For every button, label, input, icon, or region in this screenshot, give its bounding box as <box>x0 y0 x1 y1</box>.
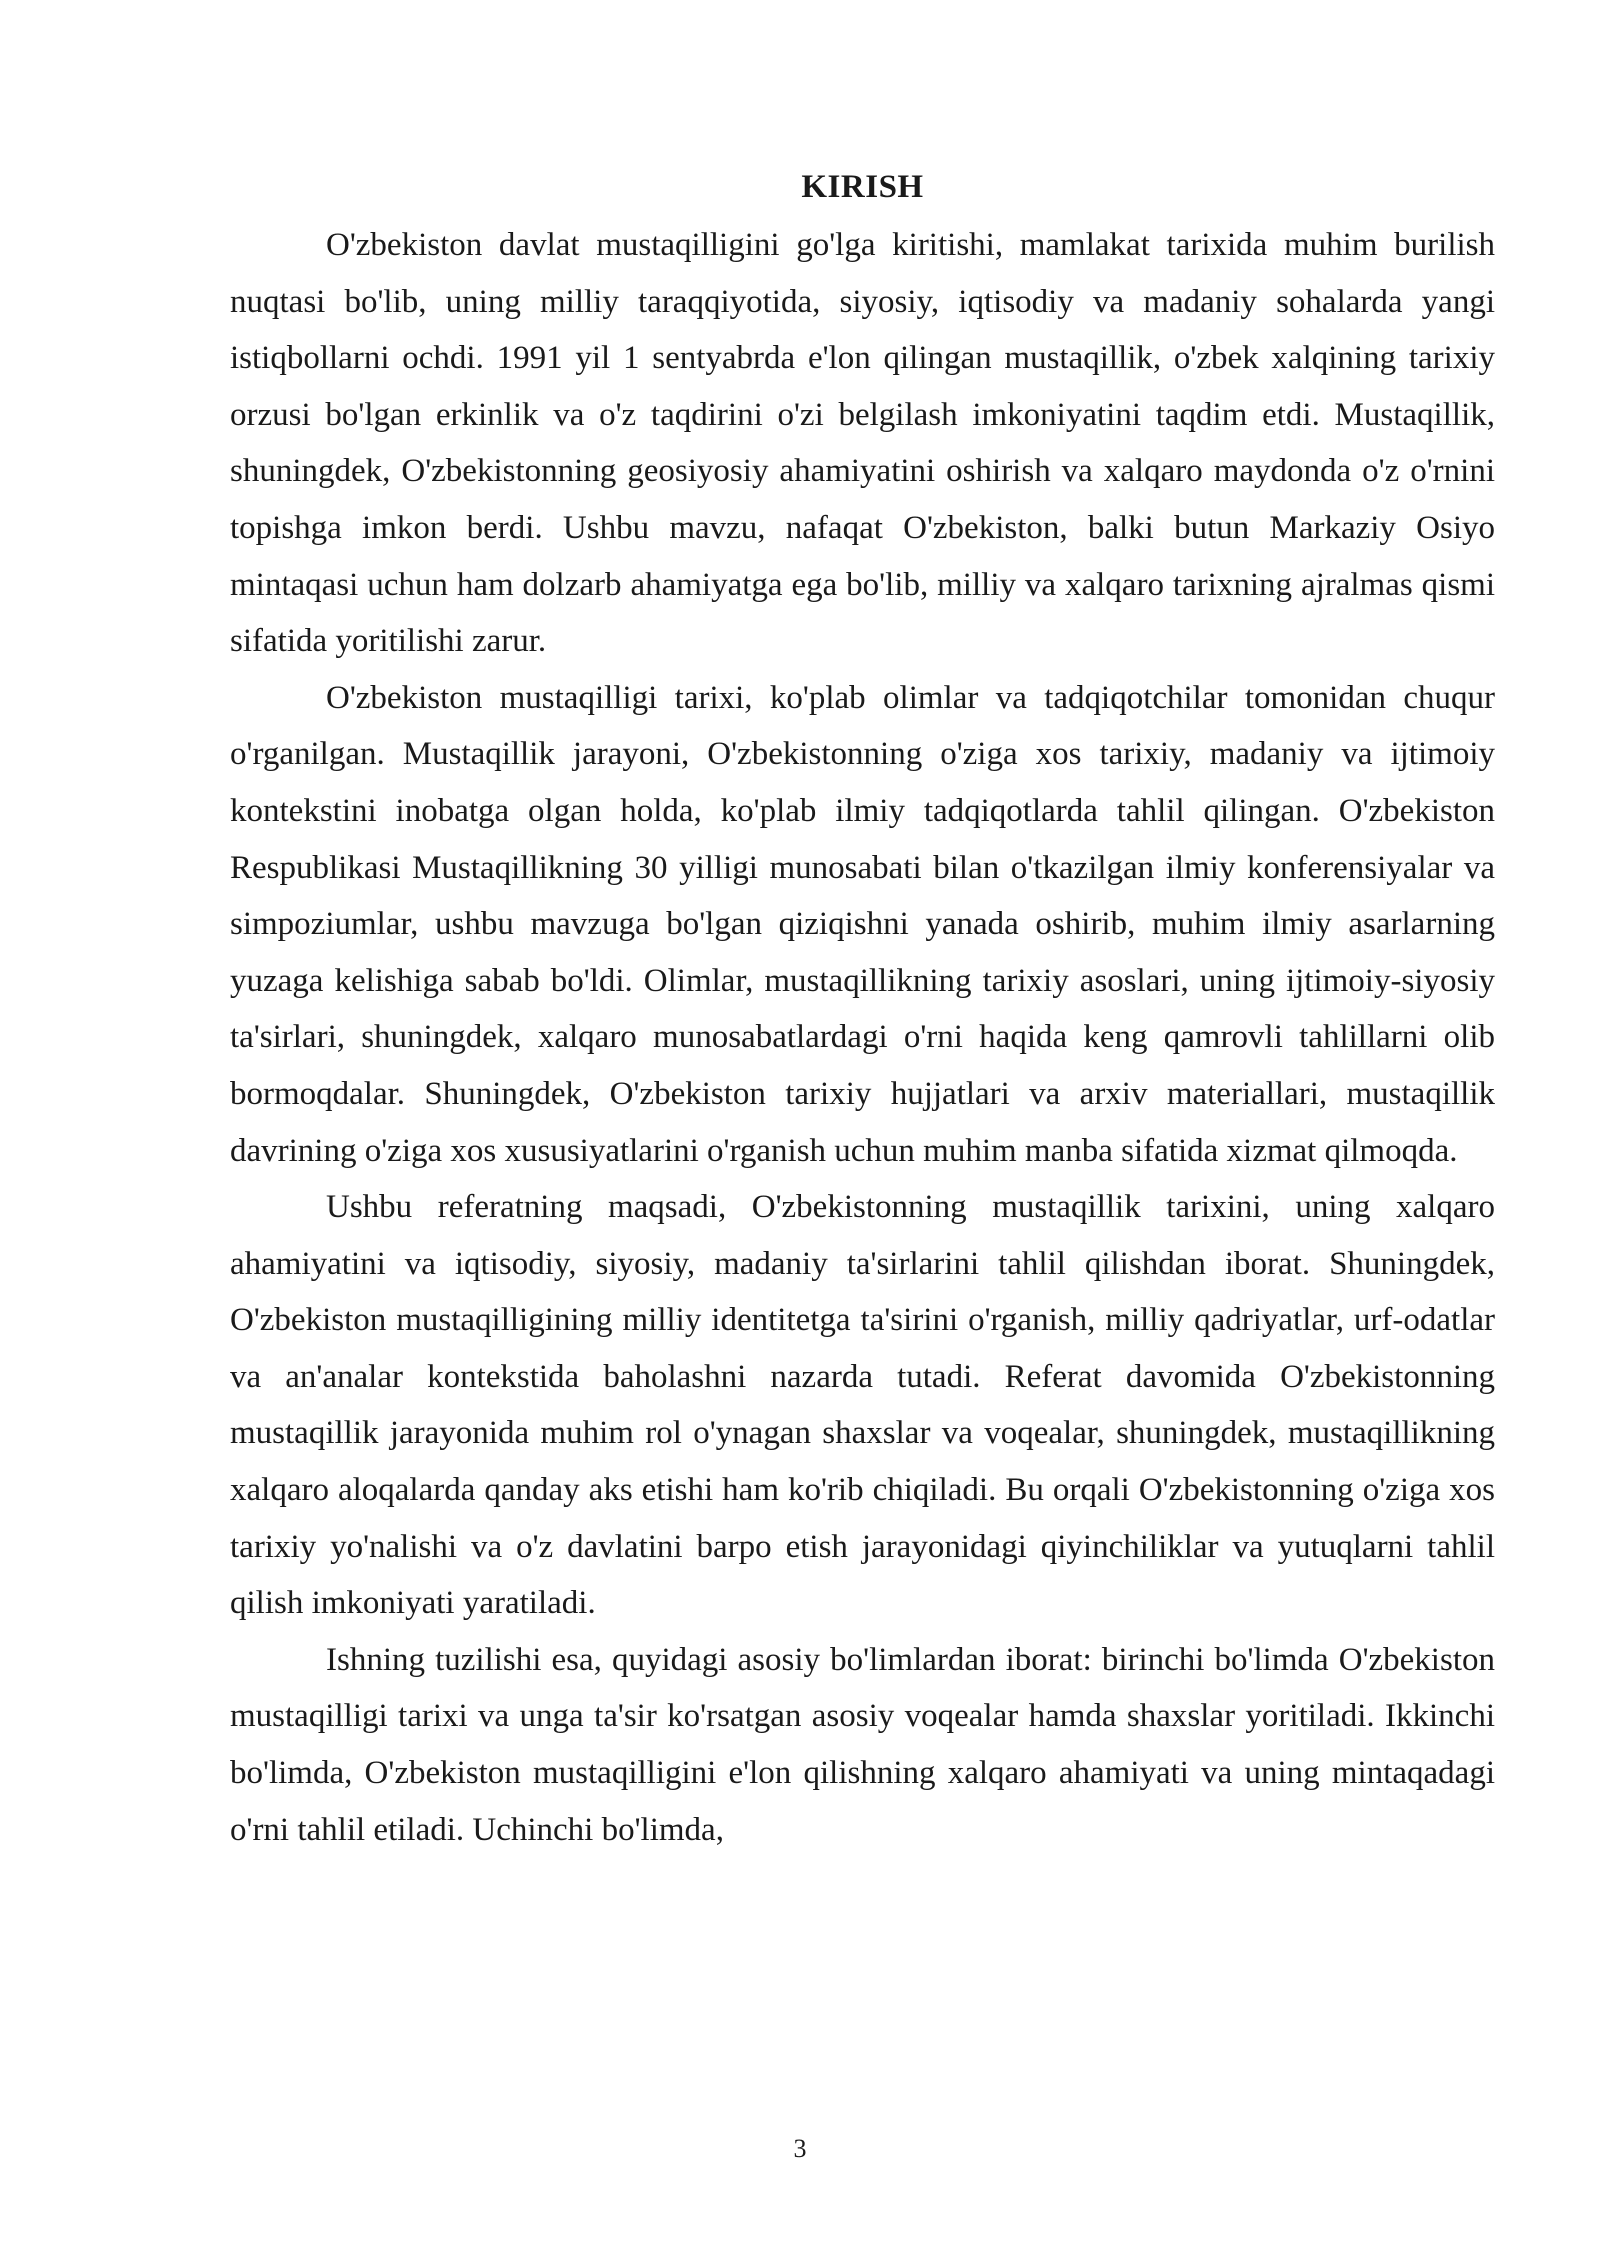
page-content <box>230 164 1495 1858</box>
section-title: KIRISH <box>801 169 924 205</box>
paragraph-3: Ushbu referatning maqsadi, O'zbekistonning mustaqillik tarixini, uning xalqaro ahamiyatini va iqtisodiy, siyosiy, madaniy ta'sirlarini tahlil qilishdan iborat. Shuningdek, O'zbekiston mustaqilligining milliy identitetga ta'sirini o'rganish, milliy qadriyatlar, urf-odatlar va an'analar kontekstida baholashni nazarda tutadi. Referat davomida O'zbekistonning mustaqillik jarayonida muhim rol o'ynagan shaxslar va voqealar, shuningdek, mustaqillikning xalqaro aloqalarda qanday aks etishi ham ko'rib chiqiladi. Bu orqali O'zbekistonning o'ziga xos tarixiy yo'nalishi va o'z davlatini barpo etish jarayonidagi qiyinchiliklar va yutuqlarni tahlil qilish imkoniyati yaratiladi. <box>230 1189 1495 1622</box>
page-number: 3 <box>793 2134 807 2163</box>
paragraph-4: Ishning tuzilishi esa, quyidagi asosiy bo'limlardan iborat: birinchi bo'limda O'zbekiston mustaqilligi tarixi va unga ta'sir ko'rsatgan asosiy voqealar hamda shaxslar yoritiladi. Ikkinchi bo'limda, O'zbekiston mustaqilligini e'lon qilishning xalqaro ahamiyati va uning mintaqadagi o'rni tahlil etiladi. Uchinchi bo'limda, <box>230 1641 1495 1848</box>
paragraph-1: O'zbekiston davlat mustaqilligini go'lga kiritishi, mamlakat tarixida muhim burilish nuqtasi bo'lib, uning milliy taraqqiyotida, siyosiy, iqtisodiy va madaniy sohalarda yangi istiqbollarni ochdi. 1991 yil 1 sentyabrda e'lon qilingan mustaqillik, o'zbek xalqining tarixiy orzusi bo'lgan erkinlik va o'z taqdirini o'zi belgilash imkoniyatini taqdim etdi. Mustaqillik, shuningdek, O'zbekistonning geosiyosiy ahamiyatini oshirish va xalqaro maydonda o'z o'rnini topishga imkon berdi. Ushbu mavzu, nafaqat O'zbekiston, balki butun Markaziy Osiyo mintaqasi uchun ham dolzarb ahamiyatga ega bo'lib, milliy va xalqaro tarixning ajralmas qismi sifatida yoritilishi zarur. <box>230 227 1495 660</box>
paragraph-2: O'zbekiston mustaqilligi tarixi, ko'plab olimlar va tadqiqotchilar tomonidan chuqur o'rganilgan. Mustaqillik jarayoni, O'zbekistonning o'ziga xos tarixiy, madaniy va ijtimoiy kontekstini inobatga olgan holda, ko'plab ilmiy tadqiqotlarda tahlil qilingan. O'zbekiston Respublikasi Mustaqillikning 30 yilligi munosabati bilan o'tkazilgan ilmiy konferensiyalar va simpoziumlar, ushbu mavzuga bo'lgan qiziqishni yanada oshirib, muhim ilmiy asarlarning yuzaga kelishiga sabab bo'ldi. Olimlar, mustaqillikning tarixiy asoslari, uning ijtimoiy-siyosiy ta'sirlari, shuningdek, xalqaro munosabatlardagi o'rni haqida keng qamrovli tahlillarni olib bormoqdalar. Shuningdek, O'zbekiston tarixiy hujjatlari va arxiv materiallari, mustaqillik davrining o'ziga xos xususiyatlarini o'rganish uchun muhim manba sifatida xizmat qilmoqda. <box>230 679 1495 1169</box>
